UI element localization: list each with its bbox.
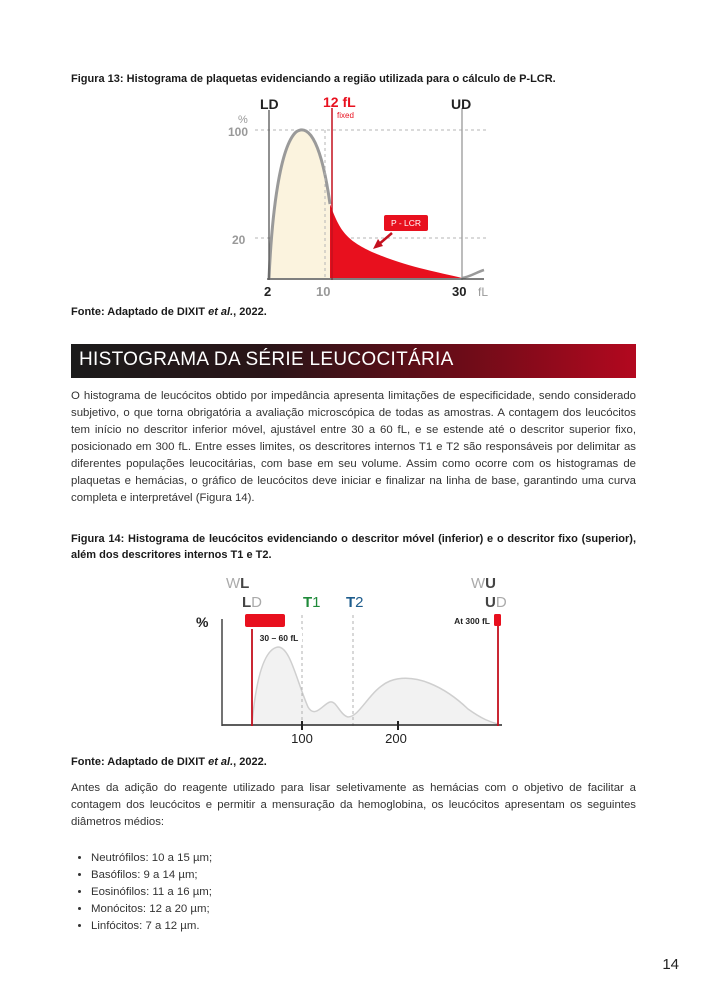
list-item: • Eosinófilos: 11 a 16 µm; [91,884,212,901]
source-year-14: , 2022. [233,756,267,768]
y-tick-20: 20 [232,233,246,247]
page-number: 14 [662,956,679,973]
x-tick-200: 200 [385,731,407,746]
t1-label: T1 [303,594,321,611]
paragraph-diameters: Antes da adição do reagente utilizado para lisar seletivamente as hemácias com o objetivo de facilitar a contagem dos leucócitos e permitir a mensuração da hemoglobina, os leucócitos apresentam os seguintes diâmetros médios: [71,782,636,828]
y-axis-unit: % [238,114,248,126]
at300-label: At 300 fL [454,616,490,626]
source-italic-14: et al. [208,756,234,768]
source-italic: et al. [208,306,234,318]
figure-14-source [71,756,267,768]
platelet-curve-tail [462,270,484,278]
figure-13-caption: Figura 13: Histograma de plaquetas evidenciando a região utilizada para o cálculo de P-LCR. [71,73,556,85]
ud-label-14: UD [485,594,507,611]
source-year: , 2022. [233,306,267,318]
t2-label: T2 [346,594,364,611]
plcr-label: P - LCR [390,218,422,228]
y-tick-100: 100 [228,125,249,139]
ld-label-14: LD [242,594,263,611]
figure-13-source [71,306,267,318]
wu-label: WU [471,575,497,592]
list-item: • Monócitos: 12 a 20 µm; [91,901,212,918]
section-banner [71,344,636,378]
leukocyte-histogram [190,569,520,749]
x-axis-unit: fL [478,285,489,299]
platelet-histogram [222,92,502,302]
paragraph-leukocyte-histogram: O histograma de leucócitos obtido por impedância apresenta limitações de especificidade, sendo considerado subjetivo, o que torna obrigatória a avaliação microscópica de todas as amostras. A contagem dos leucócitos tem início no descritor inferior móvel, ajustável entre 30 a 60 fL, e se estende até o descritor superior fixo, posicionado em 300 fL. Entre esses limites, os descritores internos T1 e T2 são responsáveis por delimitar as diferentes populações leucocitárias, com base em seu volume. Assim como ocorre com os histogramas de plaquetas e hemácias, o gráfico de leucócitos deve iniciar e finalizar na linha de base, garantindo uma curva completa e interpretável (Figura 14). [71,390,636,504]
x-tick-100: 100 [291,731,313,746]
ud-label: UD [451,96,472,112]
wl-label: WL [226,575,250,592]
platelet-area [269,130,330,278]
range-label: 30 – 60 fL [259,633,299,643]
section-title: HISTOGRAMA DA SÉRIE LEUCOCITÁRIA [79,349,454,370]
figure-14-caption: Figura 14: Histograma de leucócitos evidenciando o descritor móvel (inferior) e o descritor fixo (superior), além dos descritores internos T1 e T2. [71,533,636,561]
cell-diameter-list [71,850,212,935]
x-tick-10: 10 [316,284,331,299]
fixed-label: fixed [337,111,354,120]
list-item: • Basófilos: 9 a 14 µm; [91,867,212,884]
source-text: Fonte: Adaptado de DIXIT [71,306,209,318]
ld-label: LD [260,96,279,112]
y-axis-unit-14: % [196,614,209,630]
list-item: • Linfócitos: 7 a 12 µm. [91,918,212,935]
twelve-fl-label: 12 fL [323,94,356,110]
source-text-14: Fonte: Adaptado de DIXIT [71,756,209,768]
wl-descriptor-handle [245,614,285,627]
x-tick-2: 2 [264,284,272,299]
x-tick-30: 30 [452,284,467,299]
wu-descriptor-handle [494,614,501,626]
list-item: • Neutrófilos: 10 a 15 µm; [91,850,212,867]
